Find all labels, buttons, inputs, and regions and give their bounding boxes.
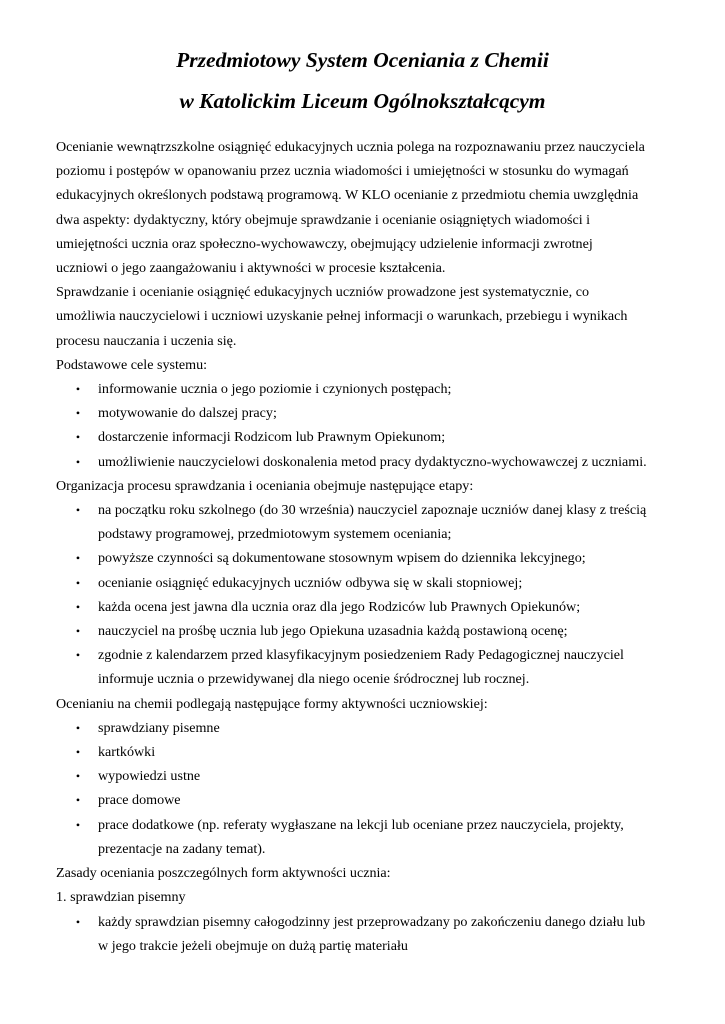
list-item <box>56 764 688 788</box>
list-item <box>56 813 688 861</box>
list-item <box>56 401 688 425</box>
list-item-text: podstawy programowej, przedmiotowym systemem oceniania; <box>98 526 452 543</box>
bullet-icon: • <box>75 382 81 397</box>
list-item-text: na początku roku szkolnego (do 30 września) nauczyciel zapoznaje uczniów danej klasy z treścią <box>98 502 647 519</box>
list-item <box>56 450 688 474</box>
forms-list <box>56 716 688 861</box>
organization-heading: Organizacja procesu sprawdzania i oceniania obejmuje następujące etapy: <box>56 477 474 494</box>
bullet-icon: • <box>75 745 81 760</box>
list-item-text: powyższe czynności są dokumentowane stosownym wpisem do dziennika lekcyjnego; <box>98 550 586 567</box>
goals-list <box>56 377 688 474</box>
list-item-text: zgodnie z kalendarzem przed klasyfikacyjnym posiedzeniem Rady Pedagogicznej nauczyciel <box>98 647 624 664</box>
text-line: procesu nauczania i uczenia się. <box>56 332 237 349</box>
text-line: poziomu i postępów w opanowaniu przez ucznia wiadomości i umiejętności w stosunku do wymagań <box>56 163 629 180</box>
text-line: uczniowi o jego zaangażowaniu i aktywności w procesie kształcenia. <box>56 260 446 277</box>
list-item <box>56 716 688 740</box>
list-item <box>56 377 688 401</box>
bullet-icon: • <box>75 624 81 639</box>
bullet-icon: • <box>75 793 81 808</box>
text-line: edukacyjnych określonych podstawą programową. W KLO ocenianie z przedmiotu chemia uwzględnia <box>56 187 639 204</box>
list-item <box>56 595 688 619</box>
rule-1-list <box>56 910 688 958</box>
list-item-text: sprawdziany pisemne <box>98 719 220 736</box>
bullet-icon: • <box>75 575 81 590</box>
list-item-text: ocenianie osiągnięć edukacyjnych uczniów odbywa się w skali stopniowej; <box>98 574 523 591</box>
bullet-icon: • <box>75 914 81 929</box>
list-item-text: motywowanie do dalszej pracy; <box>98 405 277 422</box>
bullet-icon: • <box>75 599 81 614</box>
list-item <box>56 546 688 570</box>
list-item <box>56 643 688 691</box>
bullet-icon: • <box>75 503 81 518</box>
list-item-text: kartkówki <box>98 744 156 761</box>
rule-1-heading: 1. sprawdzian pisemny <box>56 889 186 906</box>
list-item-text: prace domowe <box>98 792 181 809</box>
document-body <box>56 135 688 958</box>
list-item-text: każdy sprawdzian pisemny całogodzinny jest przeprowadzany po zakończeniu danego działu lub <box>98 913 646 930</box>
bullet-icon: • <box>75 720 81 735</box>
list-item <box>56 571 688 595</box>
list-item-text: informuje ucznia o przewidywanej dla niego ocenie śródrocznej lub rocznej. <box>98 671 530 688</box>
text-line: Ocenianie wewnątrzszkolne osiągnięć edukacyjnych ucznia polega na rozpoznawaniu przez nauczyciela <box>56 139 645 155</box>
list-item-text: dostarczenie informacji Rodzicom lub Prawnym Opiekunom; <box>98 429 446 446</box>
page-title-line-2: w Katolickim Liceum Ogólnokształcącym <box>179 89 546 113</box>
list-item <box>56 619 688 643</box>
text-line: umiejętności ucznia oraz społeczno-wychowawczy, obejmujący udzielenie informacji zwrotnej <box>56 235 593 252</box>
list-item-text: nauczyciel na prośbę ucznia lub jego Opiekuna uzasadnia każdą postawioną ocenę; <box>98 623 568 640</box>
assessment-paragraph <box>56 280 688 353</box>
bullet-icon: • <box>75 817 81 832</box>
list-item-text: w jego trakcie jeżeli obejmuje on dużą partię materiału <box>98 937 408 954</box>
page-title-line-1: Przedmiotowy System Oceniania z Chemii <box>176 48 549 72</box>
list-item-text: informowanie ucznia o jego poziomie i czynionych postępach; <box>98 381 452 398</box>
list-item-text: wypowiedzi ustne <box>98 768 201 785</box>
bullet-icon: • <box>75 430 81 445</box>
list-item <box>56 498 688 546</box>
text-line: Sprawdzanie i ocenianie osiągnięć edukacyjnych uczniów prowadzone jest systematycznie, co <box>56 284 590 301</box>
list-item <box>56 788 688 812</box>
bullet-icon: • <box>75 551 81 566</box>
list-item-text: umożliwienie nauczycielowi doskonalenia metod pracy dydaktyczno-wychowawczej z uczniami. <box>98 453 647 470</box>
bullet-icon: • <box>75 769 81 784</box>
goals-heading: Podstawowe cele systemu: <box>56 356 208 373</box>
text-line: dwa aspekty: dydaktyczny, który obejmuje sprawdzanie i ocenianie osiągniętych wiadomości i <box>56 211 591 228</box>
bullet-icon: • <box>75 454 81 469</box>
list-item <box>56 910 688 958</box>
bullet-icon: • <box>75 648 81 663</box>
forms-heading: Ocenianiu na chemii podlegają następujące formy aktywności uczniowskiej: <box>56 695 488 712</box>
bullet-icon: • <box>75 406 81 421</box>
list-item <box>56 425 688 449</box>
rules-heading: Zasady oceniania poszczególnych form aktywności ucznia: <box>56 865 391 882</box>
list-item-text: każda ocena jest jawna dla ucznia oraz dla jego Rodziców lub Prawnych Opiekunów; <box>98 598 581 615</box>
list-item-text: prezentacje na zadany temat). <box>98 840 266 857</box>
list-item <box>56 740 688 764</box>
text-line: umożliwia nauczycielowi i uczniowi uzyskanie pełnej informacji o warunkach, przebiegu i wynikach <box>56 308 628 325</box>
list-item-text: prace dodatkowe (np. referaty wygłaszane na lekcji lub oceniane przez nauczyciela, projekty, <box>98 816 624 833</box>
intro-paragraph <box>56 135 688 280</box>
organization-list <box>56 498 688 692</box>
